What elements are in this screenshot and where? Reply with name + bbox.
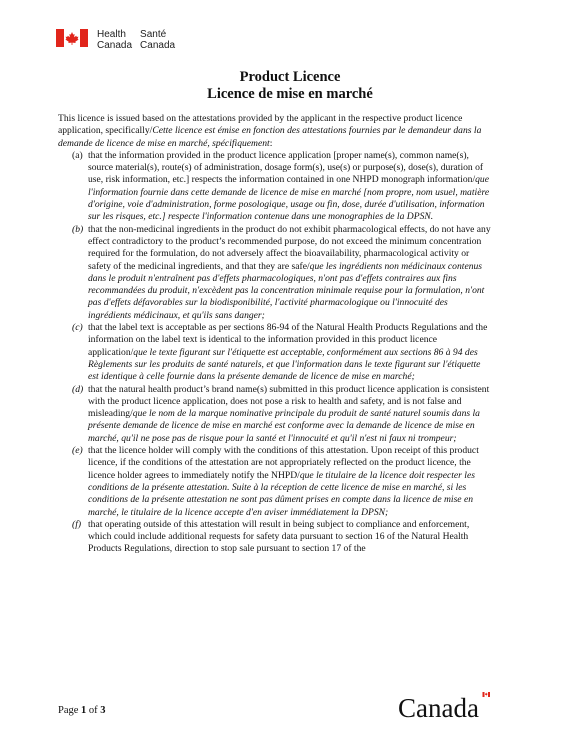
dept-en-line1: Health xyxy=(97,29,126,40)
government-header xyxy=(56,29,183,51)
item-english: that operating outside of this attestation will result in being subject to compliance and enforcement, which could include additional requests for safety data pursuant to section 16 of the Natural Health Products Regulations, direction to stop sale pursuant to section 17 of the xyxy=(88,518,470,555)
page-of: of xyxy=(88,705,98,716)
item-marker: (a) xyxy=(72,149,83,161)
canada-flag-icon xyxy=(56,29,88,47)
item-french: que les ingrédients non médicinaux contenus dans le produit n'entraînent pas d'effets pharmacologiques, n'ont pas d'effets contraires aux fins recommandées du produit, n'excèdent pas la concentration minimale requise pour la formulation, n'ont pas d'effets défavorables sur la biodisponibilité, l'activité pharmacologique ou l'innocuité des ingrédients médicinaux, et qu'ils sans danger; xyxy=(88,260,485,321)
page-label: Page xyxy=(58,705,79,716)
intro-end: : xyxy=(269,137,273,149)
item-marker: (c) xyxy=(72,322,83,334)
item-french: que l'information fournie dans cette demande de licence de mise en marché [nom propre, nom usuel, matière d'origine, voie d'administration, forme posologique, usage ou fin, dose, durée d'utilisation, information sur les risques, etc.] respecte l'information contenue dans une monographies de la DPSN. xyxy=(88,174,490,223)
attestation-item-e xyxy=(58,445,492,519)
item-french: que le texte figurant sur l'étiquette est acceptable, conformément aux sections 86 à 94 des Règlements sur les produits de santé naturels, et que l'information dans le texte figurant sur l'étiquette est identique à celle fournie dans la présente demande de licence de mise en marché; xyxy=(88,346,481,383)
document-title xyxy=(0,69,580,103)
attestation-item-f xyxy=(58,519,492,556)
intro-paragraph xyxy=(58,113,492,150)
item-english: that the licence holder will comply with the conditions of this attestation. Upon receipt of this product licence, if the conditions of the attestation are not appropriately reflected on the product licence, the licence holder agrees to immediately notify the NHPD/ xyxy=(88,445,479,481)
attestation-item-b xyxy=(58,224,492,322)
intro-french: Cette licence est émise en fonction des attestations fournies par le demandeur dans la demande de licence de mise en marché, spécifiquement xyxy=(58,125,482,149)
item-english: that the information provided in the product licence application [proper name(s), common name(s), source material(s), route(s) of administration, dosage form(s), use(s) or purpose(s), dose(s), duration of use, risk information, etc.] respects the information contained in one NHPD monograph information/ xyxy=(88,149,484,186)
page-number xyxy=(58,705,106,716)
item-english: that the natural health product’s brand name(s) submitted in this product licence application is consistent with the product licence application, does not pose a risk to health and safety, and is not false and misleading/ xyxy=(88,383,490,420)
intro-english: This licence is issued based on the attestations provided by the applicant in the respective product licence application, specifically/ xyxy=(58,113,463,137)
canada-wordmark-logo xyxy=(398,690,494,720)
attestation-item-a xyxy=(58,150,492,224)
title-english: Product Licence xyxy=(239,69,341,85)
item-marker: (b) xyxy=(72,223,84,235)
page-total: 3 xyxy=(100,705,106,716)
attestation-item-d xyxy=(58,384,492,445)
dept-fr-line2: Canada xyxy=(140,40,176,51)
item-english: that the label text is acceptable as per sections 86-94 of the Natural Health Products Regulations and the information on the label text is identical to the information provided in this product licence application/ xyxy=(88,322,488,358)
licence-body xyxy=(58,113,492,556)
item-marker: (e) xyxy=(72,445,83,457)
item-french: que le titulaire de la licence doit respecter les conditions de la présente attestation. Suite à la réception de cette licence de mise en marché, si les conditions de la présente attestation ne sont pas dûment prises en compte dans la licence de mise en marché, le titulaire de la licence accepte d'en aviser immédiatement la DPSN; xyxy=(88,469,475,518)
attestation-item-c xyxy=(58,322,492,383)
item-marker: (f) xyxy=(72,518,82,530)
item-english: that the non-medicinal ingredients in the product do not exhibit pharmacological effects, do not have any effect contradictory to the product’s recommended purpose, do not exceed the minimum concentration required for the formulation, do not adversely affect the bioavailability, pharmacological activity or safety of the medicinal ingredients, and that they are safe/ xyxy=(88,223,491,272)
dept-en-line2: Canada xyxy=(97,40,133,51)
page-current: 1 xyxy=(81,705,87,716)
title-french: Licence de mise en marché xyxy=(207,86,373,102)
item-marker: (d) xyxy=(72,383,84,395)
item-french: que le nom de la marque nominative principale du produit de santé naturel soumis dans la présente demande de licence de mise en marché est conforme avec la demande de licence de mise en marché, qu'il ne pose pas de risque pour la santé et l'innocuité et qu'il n'est ni faux ni trompeur; xyxy=(88,408,480,444)
department-name xyxy=(97,29,183,51)
dept-fr-line1: Santé xyxy=(140,29,167,40)
svg-text:Canada: Canada xyxy=(398,693,479,720)
